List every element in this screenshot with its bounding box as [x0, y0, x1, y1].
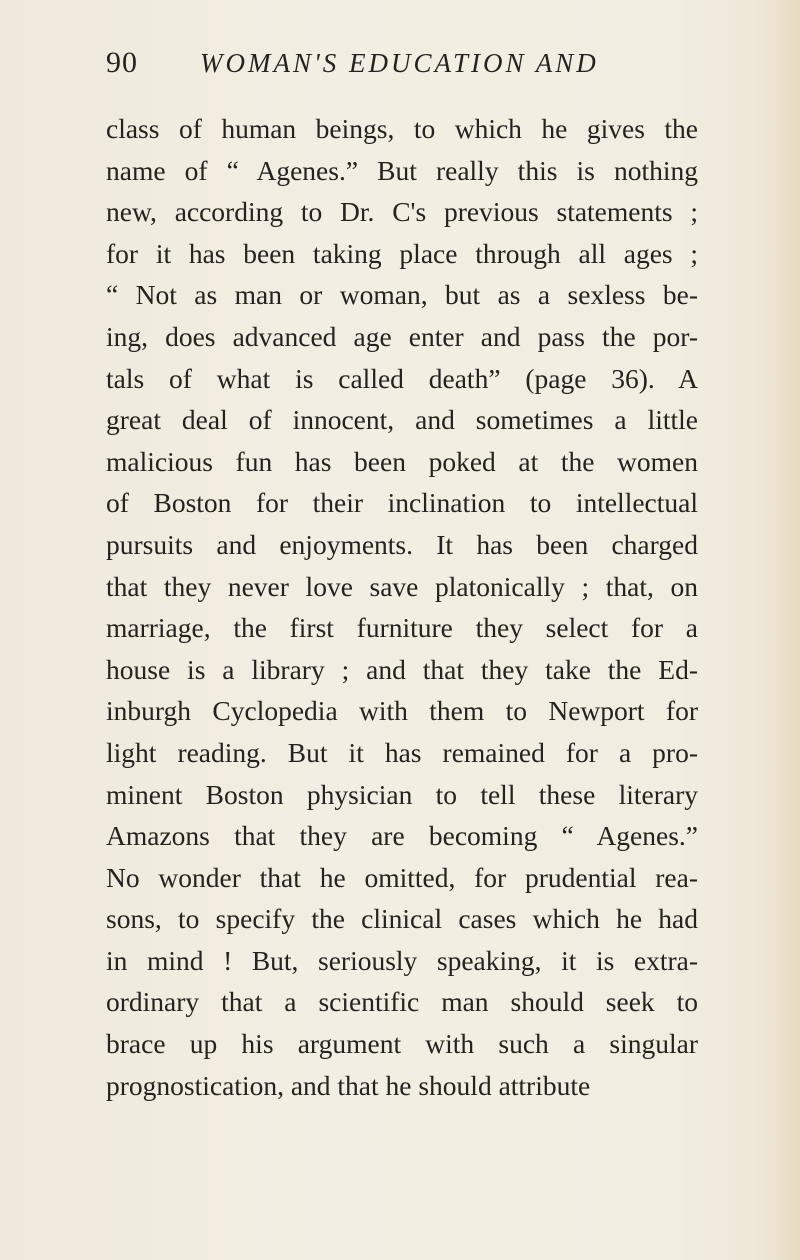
- text-line: tals of what is called death” (page 36). A: [106, 362, 698, 394]
- text-line: for it has been taking place through all ages ;: [106, 237, 698, 269]
- body-text: [106, 108, 698, 1106]
- text-line: malicious fun has been poked at the women: [106, 445, 698, 477]
- page-header: [106, 46, 706, 92]
- text-line: minent Boston physician to tell these literary: [106, 778, 698, 810]
- text-line: in mind ! But, seriously speaking, it is extra-: [106, 944, 698, 976]
- text-line: great deal of innocent, and sometimes a little: [106, 404, 698, 436]
- text-line: house is a library ; and that they take the Ed-: [106, 653, 698, 685]
- text-line: class of human beings, to which he gives the: [106, 113, 698, 144]
- text-line: ing, does advanced age enter and pass the por-: [106, 320, 698, 352]
- page-edge-shadow: [760, 0, 800, 1260]
- text-line: marriage, the first furniture they select for a: [106, 612, 698, 644]
- text-line: of Boston for their inclination to intellectual: [106, 487, 698, 519]
- running-head: WOMAN'S EDUCATION AND: [200, 48, 599, 78]
- text-line: prognostication, and that he should attribute: [106, 1069, 591, 1101]
- text-line: No wonder that he omitted, for prudential rea-: [106, 861, 698, 893]
- text-line: Amazons that they are becoming “ Agenes.”: [106, 820, 698, 852]
- text-line: brace up his argument with such a singular: [106, 1028, 698, 1060]
- text-line: sons, to specify the clinical cases which he had: [106, 903, 698, 935]
- text-line: light reading. But it has remained for a pro-: [106, 736, 698, 768]
- text-line: that they never love save platonically ; that, on: [106, 570, 698, 602]
- text-line: name of “ Agenes.” But really this is nothing: [106, 154, 698, 186]
- page-number: 90: [106, 46, 138, 79]
- text-line: new, according to Dr. C's previous statements ;: [106, 196, 698, 228]
- text-line: “ Not as man or woman, but as a sexless be-: [106, 279, 698, 311]
- text-line: inburgh Cyclopedia with them to Newport for: [106, 695, 698, 727]
- text-line: pursuits and enjoyments. It has been charged: [106, 528, 698, 560]
- text-line: ordinary that a scientific man should seek to: [106, 986, 698, 1018]
